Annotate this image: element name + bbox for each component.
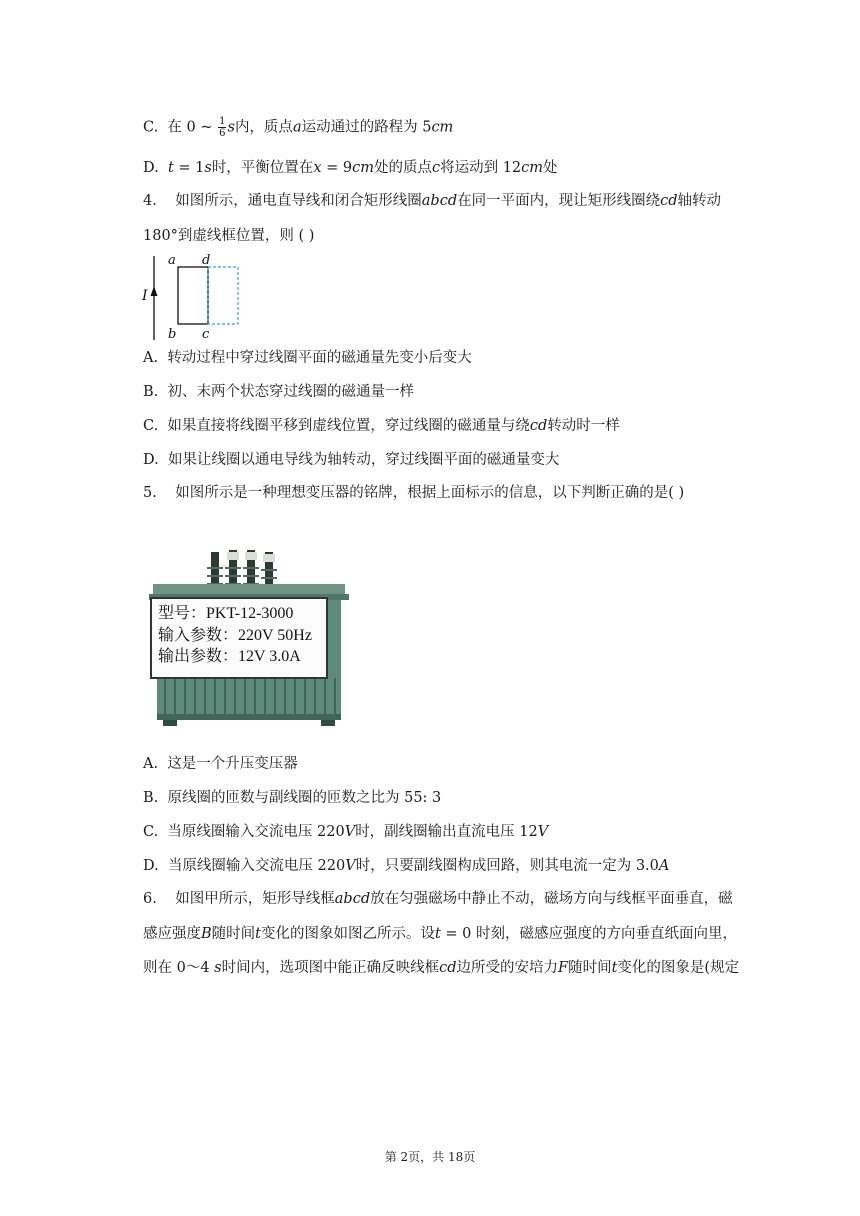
- q5-option-a: A. 这是一个升压变压器: [143, 756, 298, 772]
- coil-wire-figure: [140, 250, 250, 342]
- q6-stem-line1: 6. 如图甲所示，矩形导线框abcd放在匀强磁场中静止不动，磁场方向与线框平面垂直，磁: [143, 891, 733, 907]
- q3-option-c: C. 在 0 ~ $\frac{1}{6}$ s内，质点a运动通过的路程为 5cm: [143, 116, 454, 139]
- fraction: $\frac{1}{6}$: [219, 116, 226, 139]
- q5-option-d: D. 当原线圈输入交流电压 220V时，只要副线圈构成回路，则其电流一定为 3.0A: [143, 858, 670, 874]
- q5-stem: 5. 如图所示是一种理想变压器的铭牌，根据上面标示的信息，以下判断正确的是( ): [143, 485, 685, 501]
- q5-option-c: C. 当原线圈输入交流电压 220V时，副线圈输出直流电压 12V: [143, 824, 549, 840]
- q4-option-a: A. 转动过程中穿过线圈平面的磁通量先变小后变大: [143, 350, 472, 366]
- nameplate-input: 输入参数：220V 50Hz: [158, 626, 312, 644]
- nameplate-model: 型号：PKT-12-3000: [158, 605, 294, 622]
- q4-stem-line2: 180°到虚线框位置，则 ( ): [143, 228, 315, 244]
- label-I: I: [142, 288, 148, 304]
- label-a: a: [168, 253, 176, 268]
- nameplate-output: 输出参数：12V 3.0A: [158, 648, 301, 665]
- q4-option-b: B. 初、末两个状态穿过线圈的磁通量一样: [143, 384, 414, 400]
- q6-stem-line2: 感应强度B随时间t变化的图象如图乙所示。设t = 0 时刻，磁感应强度的方向垂直纸面向里，: [143, 926, 738, 942]
- label-d: d: [202, 253, 211, 268]
- current-arrow-icon: [151, 286, 158, 296]
- q3-option-d: D. t = 1s时，平衡位置在x = 9cm处的质点c将运动到 12cm处: [143, 160, 558, 176]
- page-footer: 第 2页，共 18页: [384, 1150, 476, 1164]
- label-b: b: [168, 327, 177, 342]
- coil-solid: [178, 267, 208, 324]
- nameplate: [150, 597, 328, 679]
- coil-dashed: [208, 267, 238, 324]
- q5-option-b: B. 原线圈的匝数与副线圈的匝数之比为 55: 3: [143, 790, 442, 806]
- q4-option-c: C. 如果直接将线圈平移到虚线位置，穿过线圈的磁通量与绕cd转动时一样: [143, 418, 620, 434]
- label-c: c: [202, 327, 210, 342]
- q4-stem-line1: 4. 如图所示，通电直导线和闭合矩形线圈abcd在同一平面内，现让矩形线圈绕cd轴转动: [143, 193, 722, 209]
- q6-stem-line3: 则在 0～4 s时间内，选项图中能正确反映线框cd边所受的安培力F随时间t变化的图象是(规定: [143, 960, 740, 976]
- q4-option-d: D. 如果让线圈以通电导线为轴转动，穿过线圈平面的磁通量变大: [143, 452, 560, 468]
